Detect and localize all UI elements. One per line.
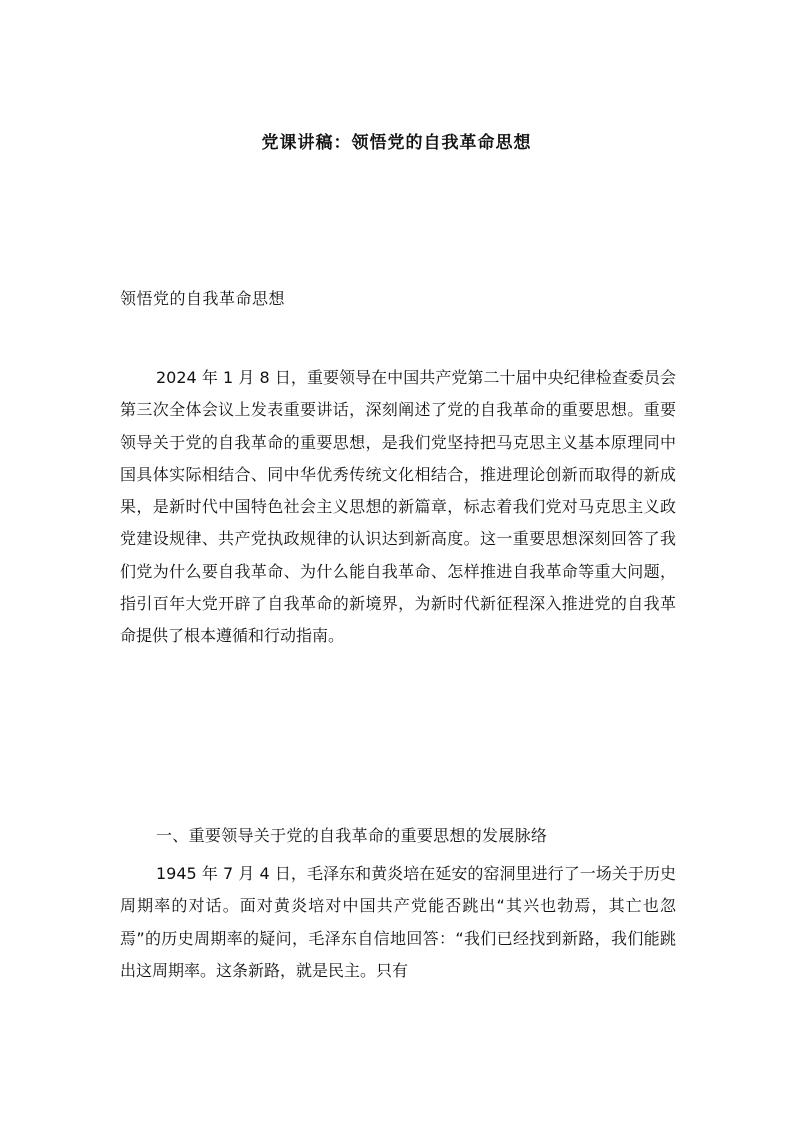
document-title: 党课讲稿：领悟党的自我革命思想 bbox=[261, 133, 532, 153]
section-1-paragraph: 1945 年 7 月 4 日，毛泽东和黄炎培在延安的窑洞里进行了一场关于历史周期率的对话。面对黄炎培对中国共产党能否跳出“其兴也勃焉，其亡也忽焉”的历史周期率的疑问，毛泽东自信地回答：“我们已经找到新路，我们能跳出这周期率。这条新路，就是民主。只有 bbox=[120, 864, 676, 980]
section-heading-1: 一、重要领导关于党的自我革命的重要思想的发展脉络 bbox=[156, 826, 548, 845]
document-subtitle: 领悟党的自我革命思想 bbox=[120, 289, 286, 308]
intro-paragraph: 2024 年 1 月 8 日，重要领导在中国共产党第二十届中央纪律检查委员会第三次全体会议上发表重要讲话，深刻阐述了党的自我革命的重要思想。重要领导关于党的自我革命的重要思想，是我们党坚持把马克思主义基本原理同中国具体实际相结合、同中华优秀传统文化相结合，推进理论创新而取得的新成果，是新时代中国特色社会主义思想的新篇章，标志着我们党对马克思主义政党建设规律、共产党执政规律的认识达到新高度。这一重要思想深刻回答了我们党为什么要自我革命、为什么能自我革命、怎样推进自我革命等重大问题，指引百年大党开辟了自我革命的新境界，为新时代新征程深入推进党的自我革命提供了根本遵循和行动指南。 bbox=[120, 368, 676, 646]
